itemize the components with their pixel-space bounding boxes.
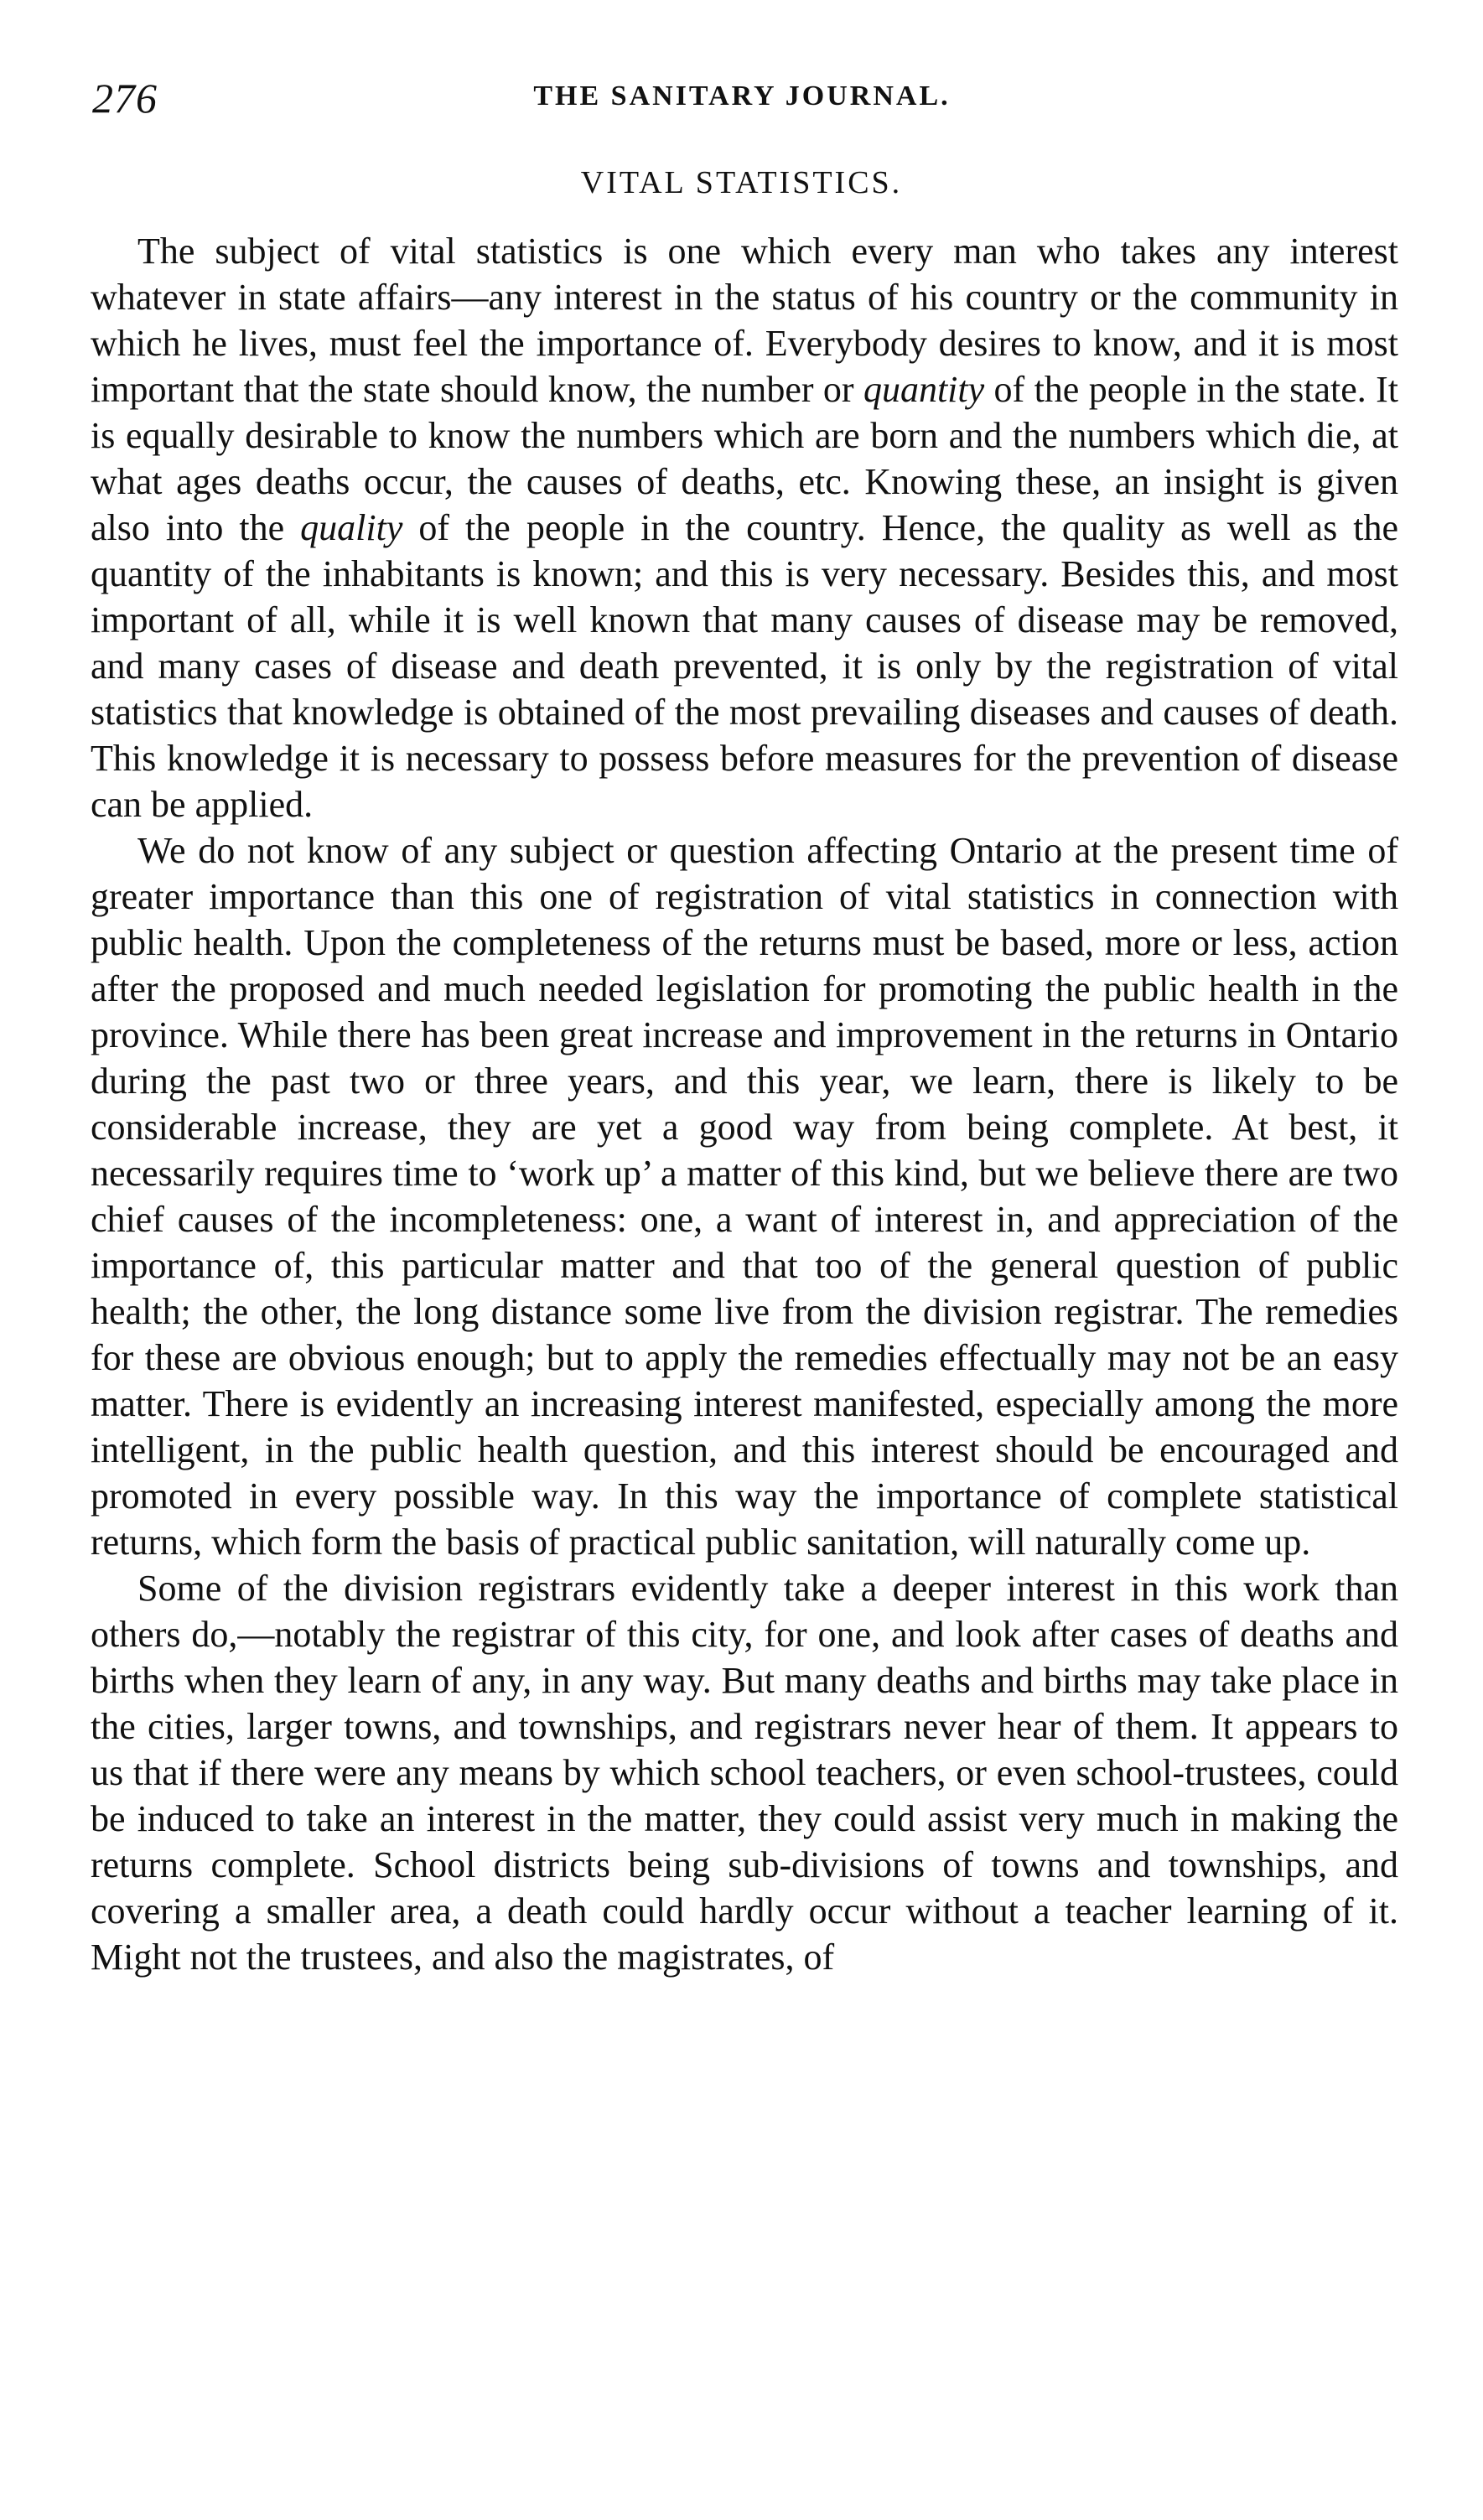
article-body [91,228,1398,1980]
article-title: VITAL STATISTICS. [580,165,903,200]
page-number: 276 [92,75,158,122]
paragraph-2: We do not know of any subject or question affecting Ontario at the present time of greater importance than this one of registration of vital statistics in connection with public health. Upon the completeness of the returns must be based, more or less, action after the proposed and much needed legislation for promoting the public health in the province. While there has been great increase and improvement in the returns in Ontario during the past two or three years, and this year, we learn, there is likely to be considerable increase, they are yet a good way from being complete. At best, it necessarily requires time to ‘work up’ a matter of this kind, but we believe there are two chief causes of the incompleteness: one, a want of interest in, and appreciation of the importance of, this particular matter and that too of the general question of public health; the other, the long distance some live from the division registrar. The remedies for these are obvious enough; but to apply the remedies effectually may not be an easy matter. There is evidently an increasing interest manifested, especially among the more intelligent, in the public health question, and this interest should be encouraged and promoted in every possible way. In this way the importance of complete statistical returns, which form the basis of practical public sanitation, will naturally come up. [91,830,1398,1563]
paragraph-1 [91,228,1398,827]
running-head [92,74,1392,124]
journal-title: THE SANITARY JOURNAL. [533,80,951,111]
paragraph-1-part-c: of the people in the state. It is equally desirable to know the numbers which are born and the numbers which die, at what ages deaths occur, the causes of deaths, etc. Knowing these, an insight is given also into the [91,369,1398,548]
paragraph-1-part-e: of the people in the country. Hence, the quality as well as the quantity of the inhabitants is known; and this is very necessary. Besides this, and most important of all, while it is well known that many causes of disease may be removed, and many cases of disease and death prevented, it is only by the registration of vital statistics that knowledge is obtained of the most prevailing diseases and causes of death. This knowledge it is necessary to possess before measures for the prevention of disease can be applied. [91,507,1398,825]
paragraph-3: Some of the division registrars evidently take a deeper interest in this work than others do,—notably the registrar of this city, for one, and look after cases of deaths and births when they learn of any, in any way. But many deaths and births may take place in the cities, larger towns, and townships, and registrars never hear of them. It appears to us that if there were any means by which school teachers, or even school-trustees, could be induced to take an interest in the matter, they could assist very much in making the returns complete. School districts being sub-divisions of towns and townships, and covering a smaller area, a death could hardly occur without a teacher learning of it. Might not the trustees, and also the magistrates, of [91,1568,1398,1978]
paragraph-1-part-a: The subject of vital statistics is one which every man who takes any interest whatever in state affairs—any interest in the status of his country or the community in which he lives, must feel the importance of. Everybody desires to know, and it is most important that the state should know, the number or [91,231,1398,410]
emphasis-quality: quality [300,507,403,548]
emphasis-quantity: quantity [863,369,985,410]
